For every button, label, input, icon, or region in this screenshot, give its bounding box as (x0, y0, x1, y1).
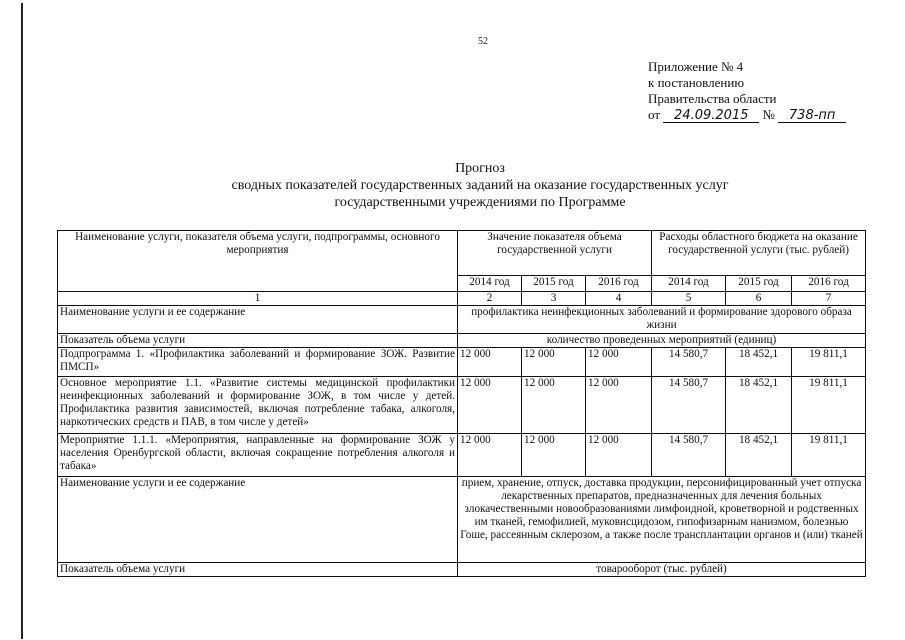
column-number: 3 (522, 292, 586, 306)
value-cell: 19 811,1 (792, 348, 866, 377)
value-cell: 19 811,1 (792, 377, 866, 434)
table-row (58, 377, 866, 434)
table-row (58, 306, 866, 334)
service-content: профилактика неинфекционных заболеваний и формирование здорового образа жизни (458, 306, 866, 334)
document-title (150, 160, 810, 211)
column-number: 6 (726, 292, 792, 306)
table-row (58, 477, 866, 563)
resolution-date: 24.09.2015 (663, 109, 759, 123)
from-prefix: от (648, 107, 661, 122)
table-row (58, 334, 866, 348)
row-label: Показатель объема услуги (58, 563, 458, 577)
column-number: 4 (586, 292, 652, 306)
title-line-3: государственными учреждениями по Программе (334, 195, 626, 210)
value-cell: 12 000 (458, 434, 522, 477)
appendix-line-3: Правительства области (648, 91, 777, 106)
year-cell: 2016 год (792, 276, 866, 292)
value-cell: 19 811,1 (792, 434, 866, 477)
table-row (58, 563, 866, 577)
value-cell: 14 580,7 (652, 434, 726, 477)
column-number: 2 (458, 292, 522, 306)
header-row (58, 231, 866, 276)
year-cell: 2014 год (458, 276, 522, 292)
appendix-date-line (648, 107, 846, 123)
row-label: Наименование услуги и ее содержание (58, 477, 458, 563)
row-label: Показатель объема услуги (58, 334, 458, 348)
column-number: 7 (792, 292, 866, 306)
page-number: 52 (478, 36, 488, 47)
column-number: 1 (58, 292, 458, 306)
volume-indicator: количество проведенных мероприятий (единиц) (458, 334, 866, 348)
number-sign: № (762, 107, 775, 122)
year-cell: 2015 год (522, 276, 586, 292)
value-cell: 18 452,1 (726, 348, 792, 377)
row-label: Наименование услуги и ее содержание (58, 306, 458, 334)
year-cell: 2015 год (726, 276, 792, 292)
row-label: Подпрограмма 1. «Профилактика заболеваний и формирование ЗОЖ. Развитие ПМСП» (58, 348, 458, 377)
value-cell: 12 000 (586, 348, 652, 377)
binding-edge-line (21, 3, 23, 639)
service-content: прием, хранение, отпуск, доставка продукции, персонифицированный учет отпуска лекарственных препаратов, предназначенных для лечения больных злокачественными новообразованиями лимфоидной, кроветворной и родственных им тканей, гемофилией, муковисцидозом, гипофизарным нанизмом, болезнью Гоше, рассеянным склерозом, а также после трансплантации органов и (или) тканей (458, 477, 866, 563)
column-number-row (58, 292, 866, 306)
appendix-line-2: к постановлению (648, 75, 745, 90)
year-cell: 2016 год (586, 276, 652, 292)
value-cell: 12 000 (522, 348, 586, 377)
title-line-1: Прогноз (455, 161, 505, 176)
value-cell: 12 000 (458, 377, 522, 434)
row-label: Мероприятие 1.1.1. «Мероприятия, направленные на формирование ЗОЖ у населения Оренбургской области, включая сокращение потребления алкоголя и табака» (58, 434, 458, 477)
volume-indicator: товарооборот (тыс. рублей) (458, 563, 866, 577)
resolution-number: 738-пп (778, 109, 846, 123)
value-cell: 12 000 (522, 434, 586, 477)
year-cell: 2014 год (652, 276, 726, 292)
table-row (58, 348, 866, 377)
value-cell: 14 580,7 (652, 377, 726, 434)
row-label: Основное мероприятие 1.1. «Развитие системы медицинской профилактики неинфекционных заболеваний и формирование ЗОЖ, в том числе у детей. Профилактика развития зависимостей, включая потребление табака, алкоголя, наркотических средств и ПАВ, в том числе у детей» (58, 377, 458, 434)
header-expense-group: Расходы областного бюджета на оказание государственной услуги (тыс. рублей) (652, 231, 866, 276)
forecast-table (57, 230, 866, 577)
value-cell: 12 000 (586, 377, 652, 434)
value-cell: 18 452,1 (726, 377, 792, 434)
value-cell: 12 000 (586, 434, 652, 477)
value-cell: 18 452,1 (726, 434, 792, 477)
appendix-header (648, 59, 846, 123)
column-number: 5 (652, 292, 726, 306)
header-value-group: Значение показателя объема государственной услуги (458, 231, 652, 276)
value-cell: 12 000 (522, 377, 586, 434)
title-line-2: сводных показателей государственных заданий на оказание государственных услуг (231, 178, 729, 193)
value-cell: 12 000 (458, 348, 522, 377)
header-name-column: Наименование услуги, показателя объема услуги, подпрограммы, основного мероприятия (58, 231, 458, 292)
table-row (58, 434, 866, 477)
value-cell: 14 580,7 (652, 348, 726, 377)
appendix-line-1: Приложение № 4 (648, 59, 744, 74)
